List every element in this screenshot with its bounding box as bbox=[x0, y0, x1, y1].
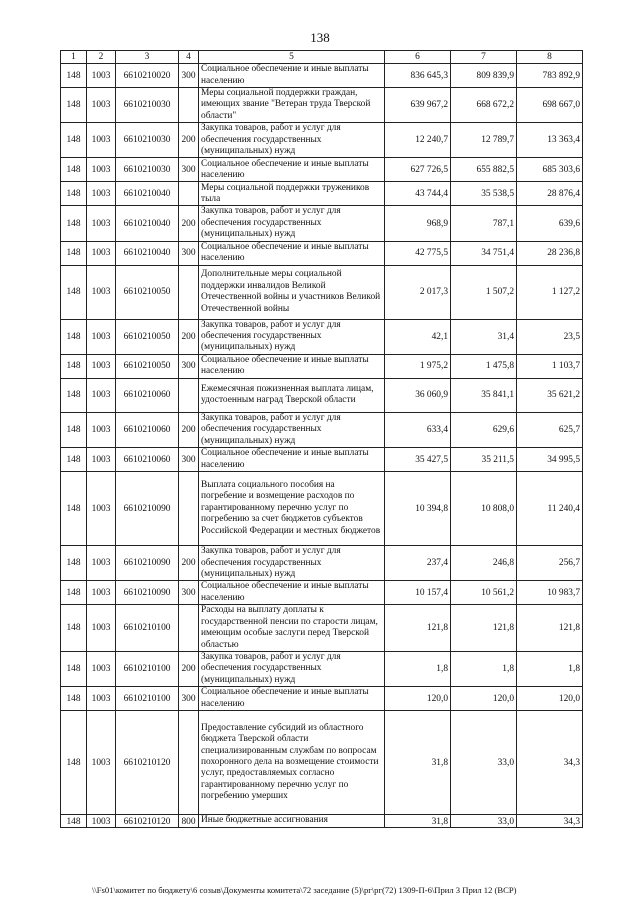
description-cell: Меры социальной поддержки граждан, имеющих звание "Ветеран труда Тверской области" bbox=[199, 88, 385, 123]
table-row bbox=[61, 581, 583, 605]
value-cell-7: 787,1 bbox=[451, 206, 517, 241]
code-cell-3: 6610210060 bbox=[116, 378, 179, 412]
description-cell: Закупка товаров, работ и услуг для обеспечения государственных (муниципальных) нужд bbox=[199, 319, 385, 354]
value-cell-8: 35 621,2 bbox=[517, 378, 583, 412]
description-cell: Социальное обеспечение и иные выплаты населению bbox=[199, 448, 385, 472]
code-cell-4: 200 bbox=[179, 123, 199, 158]
value-cell-6: 42,1 bbox=[385, 319, 451, 354]
code-cell-1: 148 bbox=[61, 651, 87, 686]
table-row bbox=[61, 605, 583, 652]
description-cell: Социальное обеспечение и иные выплаты населению bbox=[199, 354, 385, 378]
code-cell-3: 6610210050 bbox=[116, 354, 179, 378]
code-cell-3: 6610210040 bbox=[116, 206, 179, 241]
table-row bbox=[61, 378, 583, 412]
description-cell: Закупка товаров, работ и услуг для обеспечения государственных (муниципальных) нужд bbox=[199, 123, 385, 158]
code-cell-1: 148 bbox=[61, 546, 87, 581]
value-cell-6: 43 744,4 bbox=[385, 182, 451, 206]
column-header: 3 bbox=[116, 51, 179, 64]
column-header: 8 bbox=[517, 51, 583, 64]
code-cell-2: 1003 bbox=[87, 605, 116, 652]
value-cell-6: 36 060,9 bbox=[385, 378, 451, 412]
value-cell-6: 1,8 bbox=[385, 651, 451, 686]
code-cell-4: 800 bbox=[179, 815, 199, 827]
code-cell-1: 148 bbox=[61, 687, 87, 711]
value-cell-7: 12 789,7 bbox=[451, 123, 517, 158]
value-cell-7: 121,8 bbox=[451, 605, 517, 652]
value-cell-8: 1 103,7 bbox=[517, 354, 583, 378]
value-cell-7: 35 841,1 bbox=[451, 378, 517, 412]
code-cell-4: 300 bbox=[179, 687, 199, 711]
description-cell: Социальное обеспечение и иные выплаты населению bbox=[199, 581, 385, 605]
code-cell-4 bbox=[179, 265, 199, 319]
value-cell-6: 2 017,3 bbox=[385, 265, 451, 319]
code-cell-1: 148 bbox=[61, 88, 87, 123]
code-cell-3: 6610210100 bbox=[116, 651, 179, 686]
code-cell-1: 148 bbox=[61, 711, 87, 815]
column-header: 6 bbox=[385, 51, 451, 64]
value-cell-6: 121,8 bbox=[385, 605, 451, 652]
description-cell: Расходы на выплату доплаты к государственной пенсии по старости лицам, имеющим особые заслуги перед Тверской областью bbox=[199, 605, 385, 652]
value-cell-7: 809 839,9 bbox=[451, 64, 517, 88]
value-cell-6: 35 427,5 bbox=[385, 448, 451, 472]
code-cell-3: 6610210100 bbox=[116, 687, 179, 711]
table-row bbox=[61, 123, 583, 158]
value-cell-7: 33,0 bbox=[451, 711, 517, 815]
description-cell: Закупка товаров, работ и услуг для обеспечения государственных (муниципальных) нужд bbox=[199, 206, 385, 241]
code-cell-4: 200 bbox=[179, 206, 199, 241]
code-cell-4: 300 bbox=[179, 448, 199, 472]
table-row bbox=[61, 319, 583, 354]
code-cell-2: 1003 bbox=[87, 158, 116, 182]
table-row bbox=[61, 711, 583, 815]
value-cell-7: 31,4 bbox=[451, 319, 517, 354]
value-cell-8: 34,3 bbox=[517, 815, 583, 827]
description-cell: Дополнительные меры социальной поддержки инвалидов Великой Отечественной войны и участников Великой Отечественной войны bbox=[199, 265, 385, 319]
value-cell-7: 1 475,8 bbox=[451, 354, 517, 378]
code-cell-1: 148 bbox=[61, 64, 87, 88]
code-cell-3: 6610210050 bbox=[116, 265, 179, 319]
value-cell-8: 28 876,4 bbox=[517, 182, 583, 206]
value-cell-7: 1 507,2 bbox=[451, 265, 517, 319]
code-cell-1: 148 bbox=[61, 265, 87, 319]
code-cell-1: 148 bbox=[61, 472, 87, 546]
description-cell: Закупка товаров, работ и услуг для обеспечения государственных (муниципальных) нужд bbox=[199, 546, 385, 581]
code-cell-1: 148 bbox=[61, 123, 87, 158]
code-cell-2: 1003 bbox=[87, 123, 116, 158]
code-cell-2: 1003 bbox=[87, 378, 116, 412]
code-cell-3: 6610210090 bbox=[116, 472, 179, 546]
code-cell-2: 1003 bbox=[87, 546, 116, 581]
table-row bbox=[61, 472, 583, 546]
code-cell-4: 300 bbox=[179, 354, 199, 378]
table-row bbox=[61, 182, 583, 206]
value-cell-8: 256,7 bbox=[517, 546, 583, 581]
value-cell-8: 120,0 bbox=[517, 687, 583, 711]
code-cell-4: 300 bbox=[179, 241, 199, 265]
header-row bbox=[61, 51, 583, 64]
code-cell-3: 6610210030 bbox=[116, 123, 179, 158]
description-cell: Социальное обеспечение и иные выплаты населению bbox=[199, 64, 385, 88]
code-cell-4: 200 bbox=[179, 651, 199, 686]
table-row bbox=[61, 265, 583, 319]
description-cell: Ежемесячная пожизненная выплата лицам, удостоенным наград Тверской области bbox=[199, 378, 385, 412]
code-cell-4: 200 bbox=[179, 319, 199, 354]
code-cell-4 bbox=[179, 605, 199, 652]
code-cell-2: 1003 bbox=[87, 206, 116, 241]
table-row bbox=[61, 88, 583, 123]
code-cell-4 bbox=[179, 182, 199, 206]
value-cell-6: 12 240,7 bbox=[385, 123, 451, 158]
code-cell-1: 148 bbox=[61, 319, 87, 354]
page-number: 138 bbox=[310, 30, 330, 45]
code-cell-1: 148 bbox=[61, 158, 87, 182]
value-cell-8: 698 667,0 bbox=[517, 88, 583, 123]
value-cell-8: 783 892,9 bbox=[517, 64, 583, 88]
code-cell-3: 6610210090 bbox=[116, 581, 179, 605]
value-cell-8: 23,5 bbox=[517, 319, 583, 354]
value-cell-6: 1 975,2 bbox=[385, 354, 451, 378]
code-cell-4: 200 bbox=[179, 412, 199, 447]
code-cell-2: 1003 bbox=[87, 265, 116, 319]
code-cell-3: 6610210100 bbox=[116, 605, 179, 652]
value-cell-6: 836 645,3 bbox=[385, 64, 451, 88]
code-cell-3: 6610210090 bbox=[116, 546, 179, 581]
code-cell-4 bbox=[179, 378, 199, 412]
value-cell-7: 246,8 bbox=[451, 546, 517, 581]
value-cell-7: 35 211,5 bbox=[451, 448, 517, 472]
code-cell-3: 6610210030 bbox=[116, 158, 179, 182]
description-cell: Выплата социального пособия на погребение и возмещение расходов по гарантированному перечню услуг по погребению за счет бюджетов субъектов Российской Федерации и местных бюджетов bbox=[199, 472, 385, 546]
description-cell: Социальное обеспечение и иные выплаты населению bbox=[199, 241, 385, 265]
value-cell-8: 1 127,2 bbox=[517, 265, 583, 319]
table-row bbox=[61, 412, 583, 447]
code-cell-2: 1003 bbox=[87, 64, 116, 88]
value-cell-7: 33,0 bbox=[451, 815, 517, 827]
code-cell-1: 148 bbox=[61, 581, 87, 605]
code-cell-2: 1003 bbox=[87, 687, 116, 711]
value-cell-8: 10 983,7 bbox=[517, 581, 583, 605]
column-header: 4 bbox=[179, 51, 199, 64]
table-row bbox=[61, 815, 583, 827]
code-cell-2: 1003 bbox=[87, 354, 116, 378]
table-row bbox=[61, 64, 583, 88]
code-cell-1: 148 bbox=[61, 412, 87, 447]
value-cell-8: 121,8 bbox=[517, 605, 583, 652]
code-cell-4: 300 bbox=[179, 64, 199, 88]
table-row bbox=[61, 206, 583, 241]
code-cell-3: 6610210120 bbox=[116, 815, 179, 827]
table-row bbox=[61, 158, 583, 182]
code-cell-3: 6610210040 bbox=[116, 241, 179, 265]
column-header: 2 bbox=[87, 51, 116, 64]
budget-table bbox=[60, 50, 583, 828]
value-cell-6: 31,8 bbox=[385, 711, 451, 815]
value-cell-7: 1,8 bbox=[451, 651, 517, 686]
file-path-footer: \\Fs01\комитет по бюджету\6 созыв\Документы комитета\72 заседание (5)\рг\рг(72) 1309-П-6\Прил 3 Прил 12 (ВСР) bbox=[92, 885, 517, 895]
code-cell-3: 6610210020 bbox=[116, 64, 179, 88]
value-cell-7: 35 538,5 bbox=[451, 182, 517, 206]
value-cell-7: 10 808,0 bbox=[451, 472, 517, 546]
code-cell-3: 6610210060 bbox=[116, 448, 179, 472]
code-cell-2: 1003 bbox=[87, 711, 116, 815]
code-cell-4: 300 bbox=[179, 581, 199, 605]
value-cell-7: 120,0 bbox=[451, 687, 517, 711]
code-cell-4 bbox=[179, 711, 199, 815]
value-cell-8: 28 236,8 bbox=[517, 241, 583, 265]
code-cell-1: 148 bbox=[61, 605, 87, 652]
value-cell-8: 1,8 bbox=[517, 651, 583, 686]
code-cell-2: 1003 bbox=[87, 472, 116, 546]
value-cell-8: 34,3 bbox=[517, 711, 583, 815]
value-cell-6: 120,0 bbox=[385, 687, 451, 711]
value-cell-6: 31,8 bbox=[385, 815, 451, 827]
value-cell-8: 639,6 bbox=[517, 206, 583, 241]
code-cell-4 bbox=[179, 88, 199, 123]
code-cell-4: 300 bbox=[179, 158, 199, 182]
table-body bbox=[61, 64, 583, 828]
code-cell-1: 148 bbox=[61, 378, 87, 412]
value-cell-8: 625,7 bbox=[517, 412, 583, 447]
description-cell: Закупка товаров, работ и услуг для обеспечения государственных (муниципальных) нужд bbox=[199, 412, 385, 447]
code-cell-3: 6610210060 bbox=[116, 412, 179, 447]
value-cell-8: 13 363,4 bbox=[517, 123, 583, 158]
table-row bbox=[61, 546, 583, 581]
table-row bbox=[61, 651, 583, 686]
description-cell: Социальное обеспечение и иные выплаты населению bbox=[199, 687, 385, 711]
description-cell: Социальное обеспечение и иные выплаты населению bbox=[199, 158, 385, 182]
code-cell-2: 1003 bbox=[87, 581, 116, 605]
code-cell-2: 1003 bbox=[87, 448, 116, 472]
value-cell-7: 629,6 bbox=[451, 412, 517, 447]
code-cell-4 bbox=[179, 472, 199, 546]
description-cell: Предоставление субсидий из областного бюджета Тверской области специализированным службам по вопросам похоронного дела на возмещение стоимости услуг, предоставляемых согласно гарантированному перечню услуг по погребению умерших bbox=[199, 711, 385, 815]
code-cell-3: 6610210120 bbox=[116, 711, 179, 815]
code-cell-2: 1003 bbox=[87, 815, 116, 827]
code-cell-2: 1003 bbox=[87, 241, 116, 265]
value-cell-6: 639 967,2 bbox=[385, 88, 451, 123]
value-cell-7: 655 882,5 bbox=[451, 158, 517, 182]
value-cell-6: 10 157,4 bbox=[385, 581, 451, 605]
code-cell-1: 148 bbox=[61, 815, 87, 827]
table-row bbox=[61, 241, 583, 265]
value-cell-6: 627 726,5 bbox=[385, 158, 451, 182]
code-cell-1: 148 bbox=[61, 206, 87, 241]
code-cell-1: 148 bbox=[61, 241, 87, 265]
description-cell: Закупка товаров, работ и услуг для обеспечения государственных (муниципальных) нужд bbox=[199, 651, 385, 686]
value-cell-6: 633,4 bbox=[385, 412, 451, 447]
code-cell-1: 148 bbox=[61, 182, 87, 206]
column-header: 1 bbox=[61, 51, 87, 64]
value-cell-6: 42 775,5 bbox=[385, 241, 451, 265]
code-cell-2: 1003 bbox=[87, 319, 116, 354]
code-cell-2: 1003 bbox=[87, 182, 116, 206]
value-cell-7: 668 672,2 bbox=[451, 88, 517, 123]
code-cell-3: 6610210030 bbox=[116, 88, 179, 123]
description-cell: Меры социальной поддержки тружеников тыла bbox=[199, 182, 385, 206]
table-row bbox=[61, 687, 583, 711]
code-cell-4: 200 bbox=[179, 546, 199, 581]
value-cell-6: 237,4 bbox=[385, 546, 451, 581]
description-cell: Иные бюджетные ассигнования bbox=[199, 815, 385, 827]
value-cell-8: 11 240,4 bbox=[517, 472, 583, 546]
table-row bbox=[61, 448, 583, 472]
column-header: 7 bbox=[451, 51, 517, 64]
code-cell-1: 148 bbox=[61, 448, 87, 472]
code-cell-2: 1003 bbox=[87, 651, 116, 686]
table-row bbox=[61, 354, 583, 378]
code-cell-3: 6610210040 bbox=[116, 182, 179, 206]
code-cell-3: 6610210050 bbox=[116, 319, 179, 354]
value-cell-7: 10 561,2 bbox=[451, 581, 517, 605]
value-cell-8: 34 995,5 bbox=[517, 448, 583, 472]
code-cell-1: 148 bbox=[61, 354, 87, 378]
value-cell-8: 685 303,6 bbox=[517, 158, 583, 182]
value-cell-6: 10 394,8 bbox=[385, 472, 451, 546]
value-cell-7: 34 751,4 bbox=[451, 241, 517, 265]
code-cell-2: 1003 bbox=[87, 88, 116, 123]
column-header: 5 bbox=[199, 51, 385, 64]
code-cell-2: 1003 bbox=[87, 412, 116, 447]
value-cell-6: 968,9 bbox=[385, 206, 451, 241]
